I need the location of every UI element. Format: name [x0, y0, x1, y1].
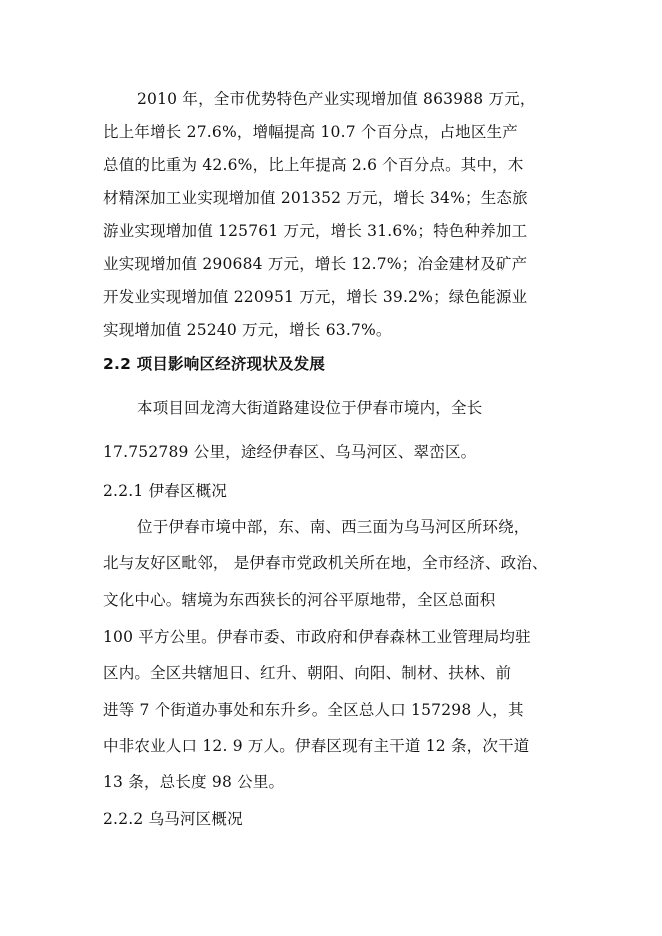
para1-line-5: 游业实现增加值 125761 万元，增长 31.6%；特色种养加工 [103, 222, 528, 240]
para1-line-6: 业实现增加值 290684 万元，增长 12.7%；冶金建材及矿产 [103, 255, 528, 273]
para1-line-3: 总值的比重为 42.6%，比上年提高 2.6 个百分点。其中，木 [103, 156, 524, 174]
section-2-2-1-line-5: 区内。全区共辖旭日、红升、朝阳、向阳、制材、扶林、前 [103, 664, 512, 682]
section-heading-2-2-1: 2.2.1 伊春区概况 [103, 482, 228, 500]
section-2-2-1-line-3: 文化中心。辖境为东西狭长的河谷平原地带，全区总面积 [103, 591, 496, 609]
section-2-2-line-2: 17.752789 公里，途经伊春区、乌马河区、翠峦区。 [103, 443, 477, 461]
para1-line-7: 开发业实现增加值 220951 万元，增长 39.2%；绿色能源业 [103, 288, 528, 306]
section-2-2-line-1: 本项目回龙湾大街道路建设位于伊春市境内，全长 [137, 399, 483, 417]
section-2-2-1-line-2: 北与友好区毗邻， 是伊春市党政机关所在地，全市经济、政治、 [103, 554, 548, 572]
para1-line-2: 比上年增长 27.6%，增幅提高 10.7 个百分点，占地区生产 [103, 123, 518, 141]
section-2-2-1-line-6: 进等 7 个街道办事处和东升乡。全区总人口 157298 人，其 [103, 701, 524, 719]
section-heading-2-2: 2.2 项目影响区经济现状及发展 [103, 355, 326, 373]
section-2-2-1-line-8: 13 条，总长度 98 公里。 [103, 773, 285, 791]
para1-line-8: 实现增加值 25240 万元，增长 63.7%。 [103, 321, 392, 339]
para1-line-1: 2010 年，全市优势特色产业实现增加值 863988 万元， [137, 90, 536, 108]
section-2-2-1-line-7: 中非农业人口 12. 9 万人。伊春区现有主干道 12 条，次干道 [103, 737, 530, 755]
section-2-2-1-line-4: 100 平方公里。伊春市委、市政府和伊春森林工业管理局均驻 [103, 628, 531, 646]
section-heading-2-2-2: 2.2.2 乌马河区概况 [103, 810, 243, 828]
section-2-2-1-line-1: 位于伊春市境中部，东、南、西三面为乌马河区所环绕， [137, 518, 530, 536]
para1-line-4: 材精深加工业实现增加值 201352 万元，增长 34%；生态旅 [103, 189, 528, 207]
